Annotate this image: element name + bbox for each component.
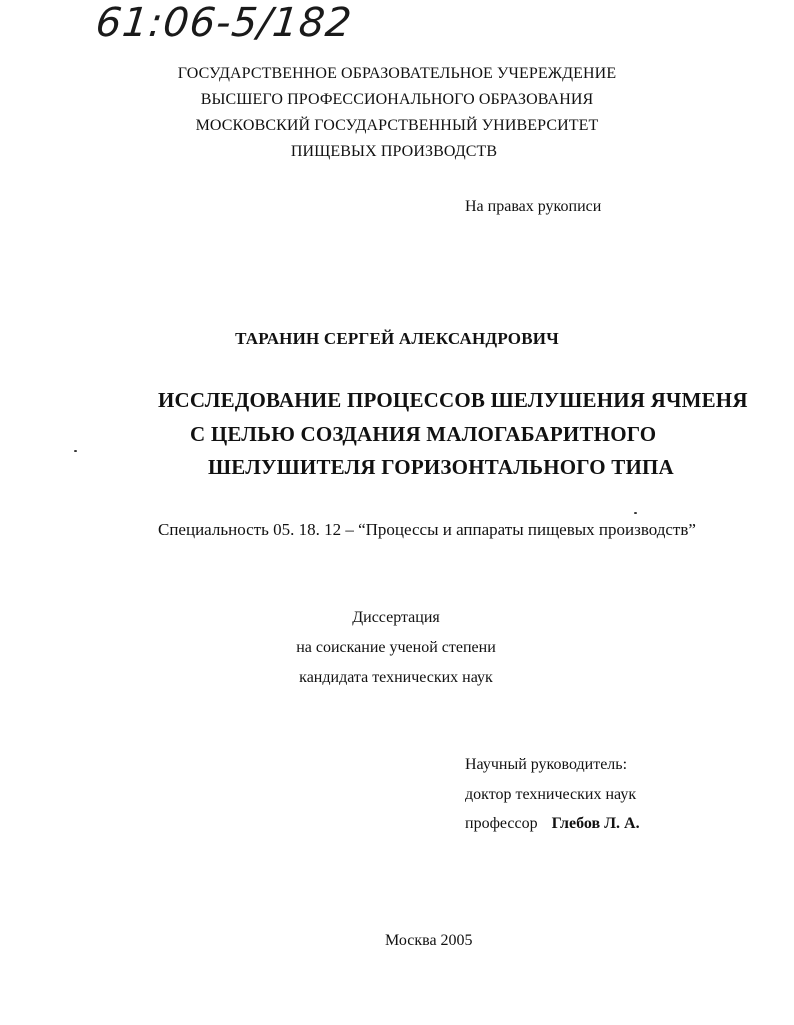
rights-note: На правах рукописи — [465, 198, 602, 215]
city-year: Москва 2005 — [385, 932, 473, 949]
supervisor-rank: профессор — [465, 815, 538, 832]
dissertation-title-line-2: С ЦЕЛЬЮ СОЗДАНИЯ МАЛОГАБАРИТНОГО — [190, 422, 657, 446]
scan-speck — [634, 512, 637, 514]
degree-line-2: на соискание ученой степени — [296, 639, 496, 656]
institution-line-3: МОСКОВСКИЙ ГОСУДАРСТВЕННЫЙ УНИВЕРСИТЕТ — [195, 117, 599, 134]
dissertation-title-line-1: ИССЛЕДОВАНИЕ ПРОЦЕССОВ ШЕЛУШЕНИЯ ЯЧМЕНЯ — [158, 388, 748, 412]
institution-line-4: ПИЩЕВЫХ ПРОИЗВОДСТВ — [290, 143, 498, 160]
specialty-line: Специальность 05. 18. 12 – “Процессы и аппараты пищевых производств” — [158, 520, 696, 539]
institution-line-2: ВЫСШЕГО ПРОФЕССИОНАЛЬНОГО ОБРАЗОВАНИЯ — [200, 91, 594, 108]
scan-speck — [74, 450, 77, 452]
institution-line-1: ГОСУДАРСТВЕННОЕ ОБРАЗОВАТЕЛЬНОЕ УЧЕРЕЖДЕНИЕ — [177, 65, 617, 82]
handwritten-shelfmark: 61:06-5/182 — [93, 0, 355, 46]
supervisor-label: Научный руководитель: — [465, 756, 628, 773]
supervisor-rank-name — [465, 815, 640, 833]
supervisor-name: Глебов Л. А. — [551, 815, 640, 832]
supervisor-degree: доктор технических наук — [465, 786, 637, 803]
degree-line-3: кандидата технических наук — [299, 669, 493, 686]
author-name: ТАРАНИН СЕРГЕЙ АЛЕКСАНДРОВИЧ — [235, 329, 559, 348]
dissertation-title-line-3: ШЕЛУШИТЕЛЯ ГОРИЗОНТАЛЬНОГО ТИПА — [208, 455, 674, 479]
degree-line-1: Диссертация — [352, 609, 440, 626]
